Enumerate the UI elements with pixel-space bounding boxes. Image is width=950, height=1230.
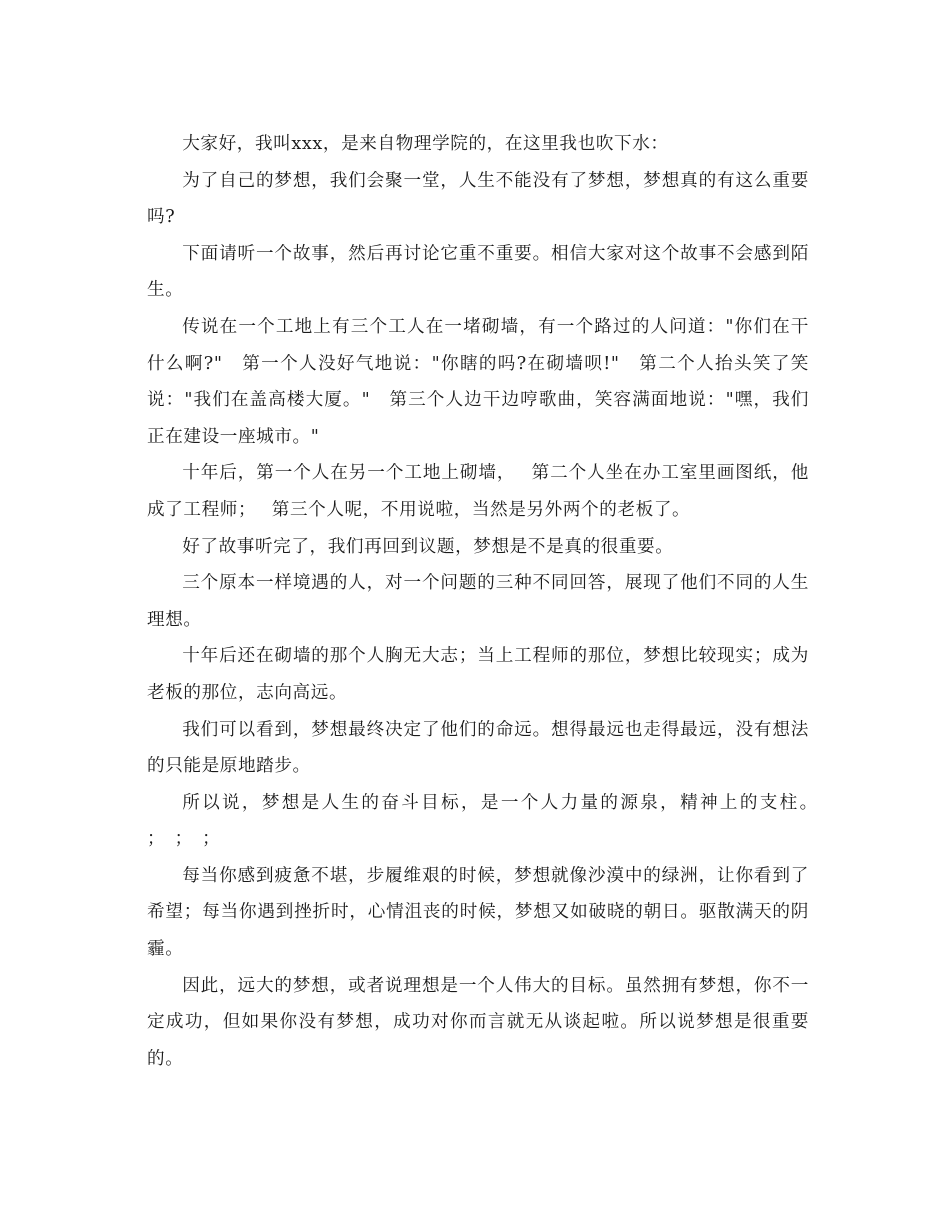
paragraph-11: 每当你感到疲惫不堪，步履维艰的时候，梦想就像沙漠中的绿洲，让你看到了希望；每当你遇到挫折时，心情沮丧的时候，梦想又如破晓的朝日。驱散满天的阴霾。: [147, 865, 809, 960]
paragraph-4: 传说在一个工地上有三个工人在一堵砌墙，有一个路过的人问道："你们在干什么啊?" 第一个人没好气地说："你瞎的吗?在砌墙呗!" 第二个人抬头笑了笑说："我们在盖高楼大厦。" 第三个人边干边哼歌曲，笑容满面地说："嘿，我们正在建设一座城市。": [147, 316, 809, 447]
paragraph-9: 我们可以看到，梦想最终决定了他们的命远。想得最远也走得最远，没有想法的只能是原地踏步。: [147, 719, 809, 777]
paragraph-8: 十年后还在砌墙的那个人胸无大志；当上工程师的那位，梦想比较现实；成为老板的那位，志向高远。: [147, 646, 809, 703]
paragraph-6: 好了故事听完了，我们再回到议题，梦想是不是真的很重要。: [182, 536, 674, 557]
paragraph-7: 三个原本一样境遇的人，对一个问题的三种不同回答，展现了他们不同的人生理想。: [147, 573, 809, 630]
paragraph-12: 因此，远大的梦想，或者说理想是一个人伟大的目标。虽然拥有梦想，你不一定成功，但如果你没有梦想，成功对你而言就无从谈起啦。所以说梦想是很重要的。: [147, 975, 809, 1069]
document-body: [147, 126, 828, 1077]
paragraph-2: 为了自己的梦想，我们会聚一堂，人生不能没有了梦想，梦想真的有这么重要吗?: [147, 170, 809, 228]
paragraph-1: 大家好，我叫xxx，是来自物理学院的，在这里我也吹下水：: [182, 134, 669, 154]
paragraph-10: 所以说，梦想是人生的奋斗目标，是一个人力量的源泉，精神上的支柱。 ； ； ；: [147, 792, 828, 850]
paragraph-3: 下面请听一个故事，然后再讨论它重不重要。相信大家对这个故事不会感到陌生。: [147, 243, 809, 301]
paragraph-5: 十年后，第一个人在另一个工地上砌墙， 第二个人坐在办工室里画图纸，他成了工程师； 第三个人呢，不用说啦，当然是另外两个的老板了。: [147, 463, 809, 520]
